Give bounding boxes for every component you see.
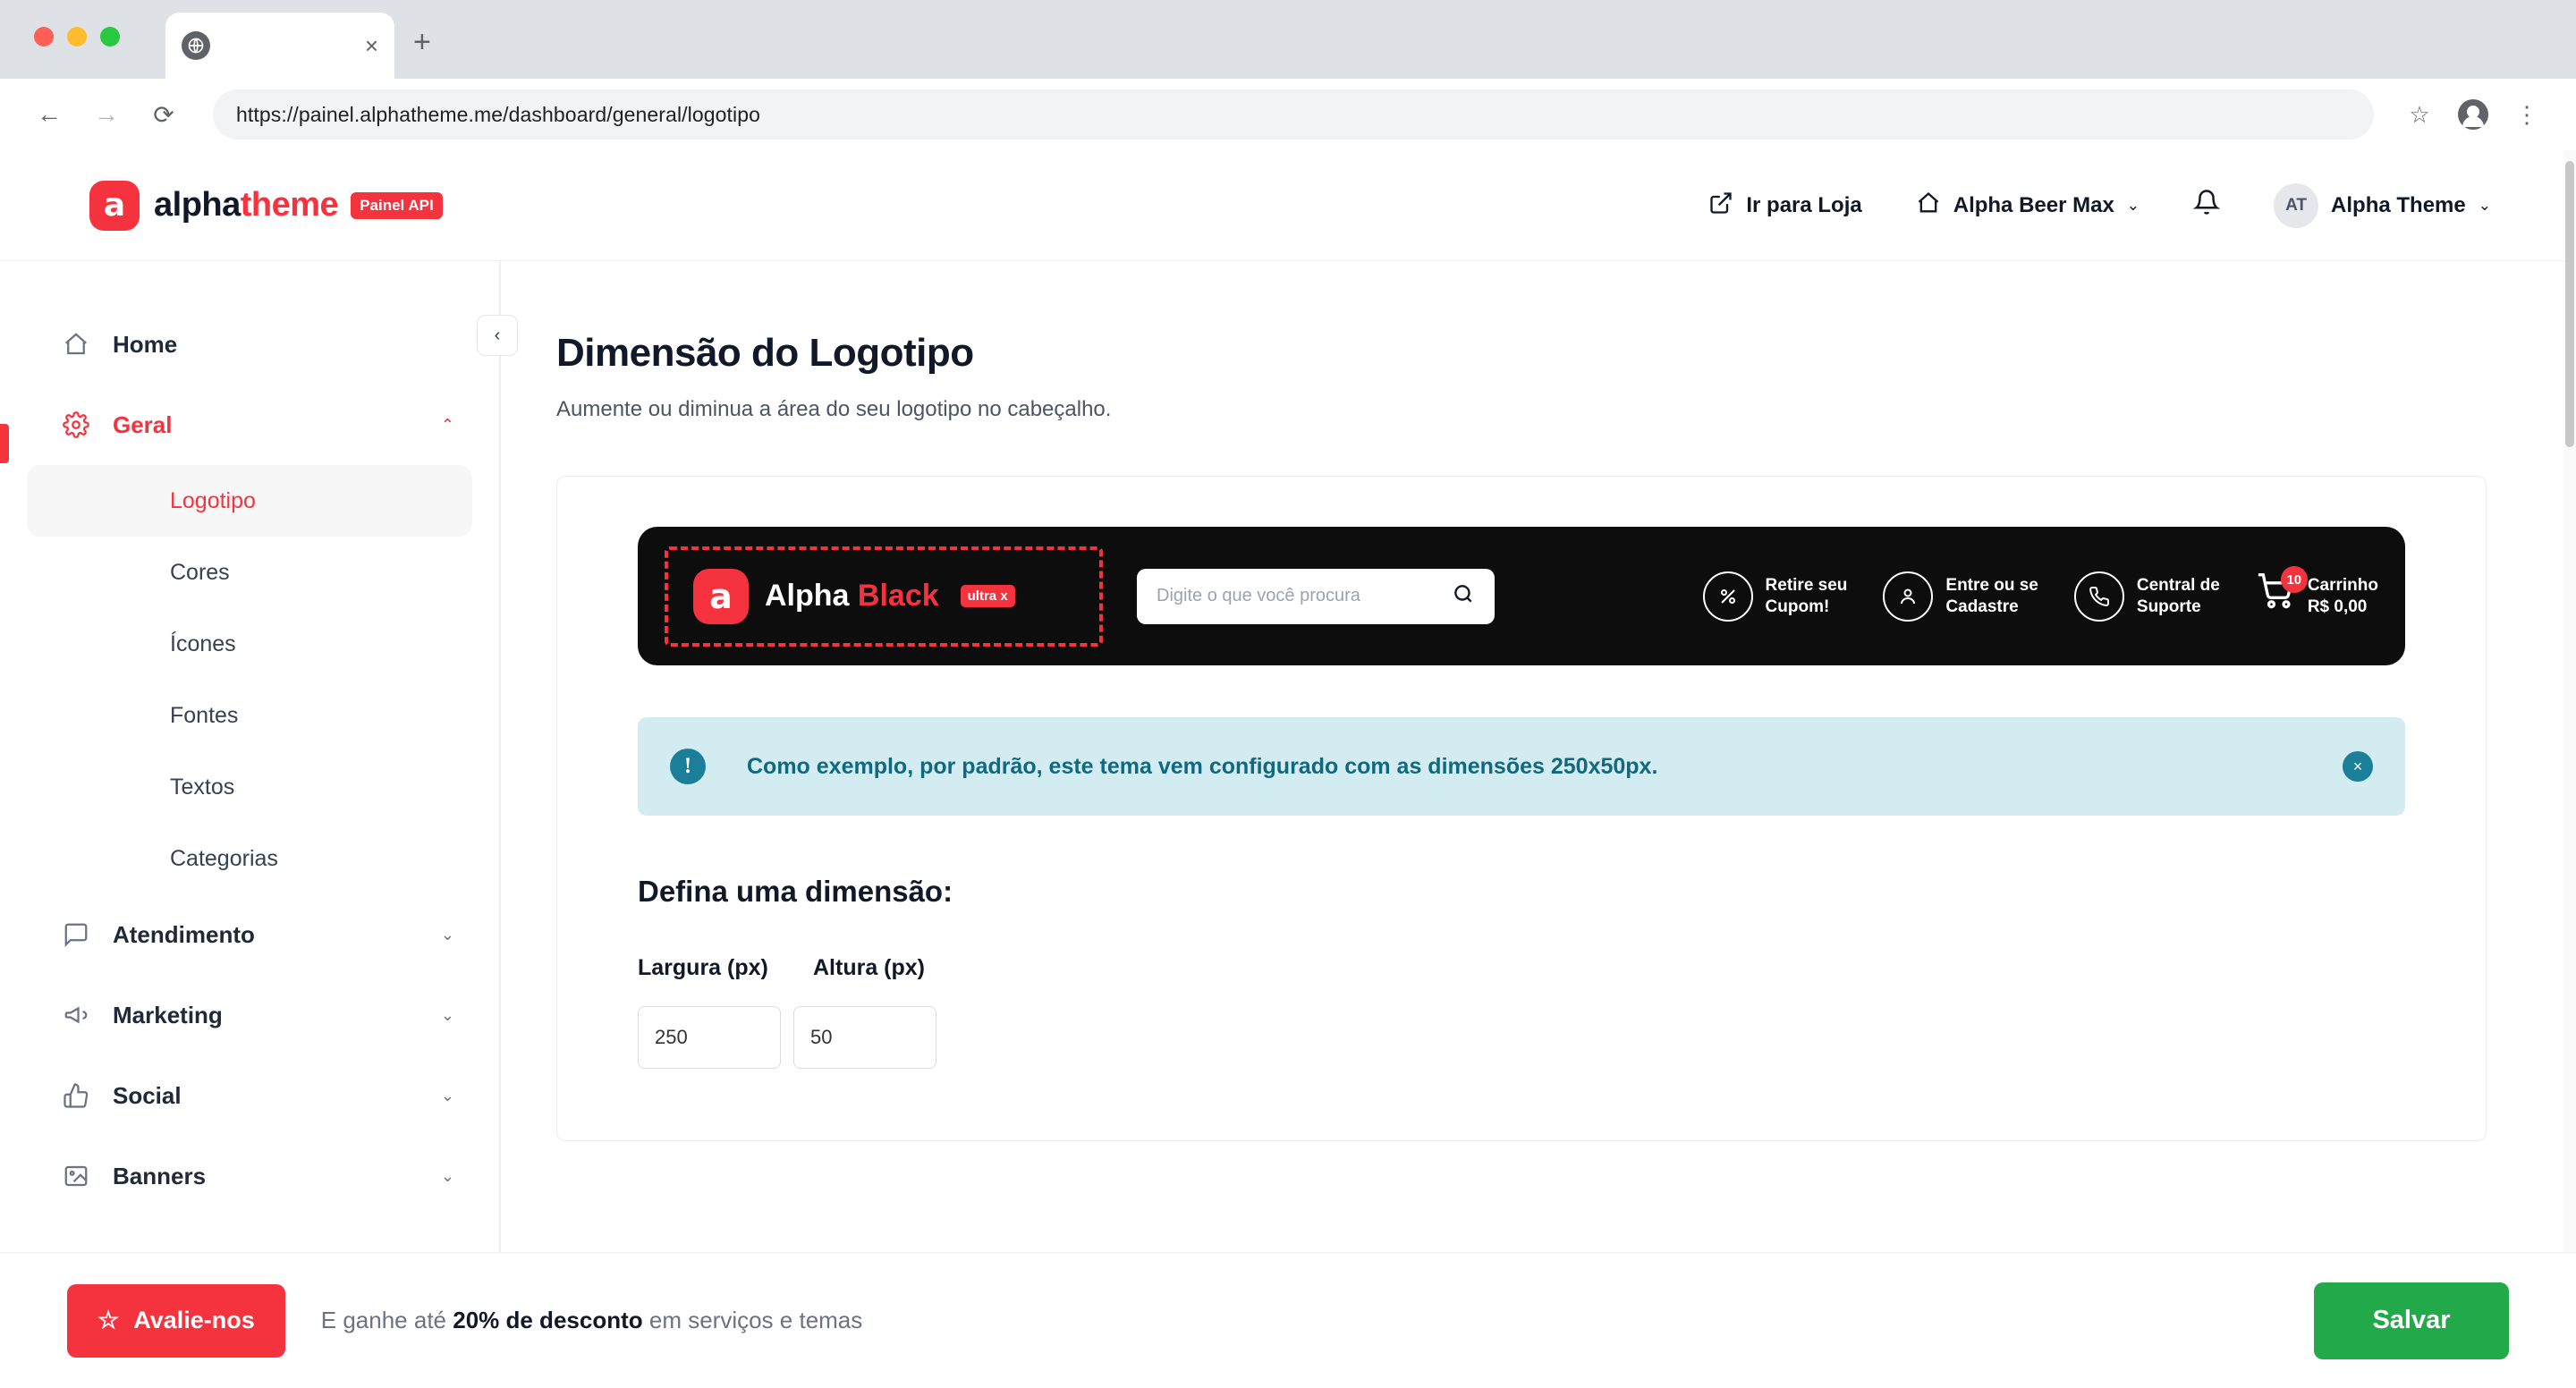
brand-logo-text xyxy=(154,186,338,224)
preview-cart-line1: Carrinho xyxy=(2307,576,2378,596)
browser-toolbar xyxy=(0,79,2576,150)
browser-tab[interactable] xyxy=(165,13,394,79)
close-icon[interactable]: × xyxy=(2343,751,2373,782)
preview-action-line1: Central de xyxy=(2136,576,2220,596)
chat-icon xyxy=(63,921,113,948)
chevron-down-icon: ⌄ xyxy=(440,1005,454,1024)
chevron-down-icon: ⌄ xyxy=(440,1166,454,1185)
preview-search-input[interactable] xyxy=(1137,569,1495,624)
preview-search-placeholder: Digite o que você procura xyxy=(1157,586,1360,605)
notifications-button[interactable] xyxy=(2193,189,2220,222)
window-minimize-button[interactable] xyxy=(67,27,87,47)
brand-name-theme: theme xyxy=(240,186,339,224)
window-close-button[interactable] xyxy=(34,27,54,47)
go-to-store-link[interactable] xyxy=(1708,190,1861,220)
rate-us-label: Avalie-nos xyxy=(133,1307,255,1333)
preview-logo-word-2: Black xyxy=(857,579,939,613)
browser-menu-icon[interactable]: ⋮ xyxy=(2515,100,2538,128)
app-header xyxy=(0,150,2576,261)
app-container xyxy=(0,150,2576,1388)
info-icon: ! xyxy=(670,749,706,784)
promo-text-highlight: 20% de desconto xyxy=(453,1307,643,1333)
address-bar-url: https://painel.alphatheme.me/dashboard/general/logotipo xyxy=(236,102,761,126)
preview-action-line2: Cadastre xyxy=(1945,597,2019,616)
brand-name-alpha: alpha xyxy=(154,186,241,224)
sidebar-subitem-label: Textos xyxy=(170,774,235,800)
store-selector[interactable] xyxy=(1916,190,2140,220)
brand-logo[interactable] xyxy=(89,181,443,231)
preview-action-line2: Suporte xyxy=(2136,597,2201,616)
sidebar-subitem-icones[interactable] xyxy=(0,608,499,680)
sidebar-item-label: Home xyxy=(113,330,178,358)
sidebar-subitem-logotipo[interactable] xyxy=(27,465,472,537)
chevron-up-icon: ⌃ xyxy=(440,415,454,434)
sidebar-item-label: Atendimento xyxy=(113,920,255,948)
chevron-down-icon: ⌄ xyxy=(440,925,454,944)
main-content xyxy=(501,261,2576,1388)
promo-text-suffix: em serviços e temas xyxy=(642,1307,863,1333)
preview-cart-line2: R$ 0,00 xyxy=(2307,597,2368,616)
brand-logo-icon: a xyxy=(89,181,140,231)
height-input[interactable] xyxy=(793,1006,936,1069)
logo-area-highlight[interactable] xyxy=(665,546,1103,647)
app-body xyxy=(0,261,2576,1388)
phone-icon xyxy=(2074,571,2124,622)
star-icon: ☆ xyxy=(97,1307,120,1333)
home-icon xyxy=(1916,190,1941,220)
height-field-label: Altura (px) xyxy=(813,955,925,980)
header-actions xyxy=(1655,183,2491,228)
save-button[interactable]: Salvar xyxy=(2314,1282,2509,1359)
dimension-inputs xyxy=(638,1006,2405,1069)
cart-count-badge: 10 xyxy=(2281,566,2308,593)
reload-icon[interactable]: ⟳ xyxy=(153,100,174,129)
promo-text xyxy=(321,1307,863,1334)
sidebar-subitem-label: Cores xyxy=(170,559,230,585)
section-title: Defina uma dimensão: xyxy=(638,875,953,908)
sidebar-subitem-textos[interactable] xyxy=(0,751,499,823)
preview-logo-text xyxy=(765,579,939,614)
sidebar-item-atendimento[interactable] xyxy=(0,894,499,975)
sidebar-subitem-label: Fontes xyxy=(170,702,239,728)
home-icon xyxy=(63,331,113,358)
preview-action-line1: Entre ou se xyxy=(1945,576,2038,596)
rate-us-button[interactable] xyxy=(67,1284,285,1358)
settings-card xyxy=(556,476,2487,1141)
gear-icon xyxy=(63,411,113,438)
sidebar-item-label: Marketing xyxy=(113,1001,223,1028)
preview-action-support[interactable] xyxy=(2074,571,2220,622)
browser-tabstrip xyxy=(0,0,2576,79)
user-menu[interactable] xyxy=(2274,183,2491,228)
chevron-down-icon: ⌄ xyxy=(440,1086,454,1104)
browser-chrome xyxy=(0,0,2576,150)
page-scrollbar-thumb[interactable] xyxy=(2565,161,2574,447)
percent-icon xyxy=(1703,571,1753,622)
width-field-label: Largura (px) xyxy=(638,955,768,980)
panel-api-badge: Painel API xyxy=(351,192,443,219)
preview-action-text xyxy=(1766,575,1848,616)
preview-action-cupom[interactable] xyxy=(1703,571,1848,622)
sidebar-item-geral[interactable] xyxy=(0,385,499,465)
footer-action-bar xyxy=(0,1252,2576,1388)
info-alert-text: Como exemplo, por padrão, este tema vem configurado com as dimensões 250x50px. xyxy=(747,753,1658,779)
sidebar-item-label: Social xyxy=(113,1081,182,1109)
chevron-down-icon: ⌄ xyxy=(2478,196,2491,214)
user-name: Alpha Theme xyxy=(2331,192,2466,217)
sidebar-item-home[interactable] xyxy=(0,304,499,385)
sidebar-subitem-fontes[interactable] xyxy=(0,680,499,751)
thumbs-up-icon xyxy=(63,1082,113,1109)
store-name: Alpha Beer Max xyxy=(1953,192,2114,217)
close-icon[interactable]: × xyxy=(364,32,378,59)
preview-action-text xyxy=(1945,575,2038,616)
preview-cart[interactable] xyxy=(2256,571,2378,621)
forward-icon[interactable]: → xyxy=(94,100,119,128)
preview-action-line1: Retire seu xyxy=(1765,576,1848,596)
preview-action-account[interactable] xyxy=(1883,571,2038,622)
dimension-field-labels xyxy=(638,955,2405,981)
sidebar-subitem-label: Categorias xyxy=(170,845,278,871)
profile-avatar-icon[interactable] xyxy=(2451,92,2496,137)
user-icon xyxy=(1883,571,1933,622)
sidebar xyxy=(0,261,501,1388)
preview-logo-icon: a xyxy=(693,569,749,624)
preview-logo-word-1: Alpha xyxy=(765,579,850,613)
avatar: AT xyxy=(2274,183,2318,228)
back-icon[interactable]: ← xyxy=(37,100,62,128)
sidebar-subitem-label: Ícones xyxy=(170,631,236,656)
sidebar-collapse-button[interactable]: ‹ xyxy=(477,315,518,356)
promo-text-prefix: E ganhe até xyxy=(320,1307,453,1333)
width-input[interactable] xyxy=(638,1006,781,1069)
sidebar-subitem-label: Logotipo xyxy=(170,487,256,513)
sidebar-item-label: Banners xyxy=(113,1162,207,1189)
image-icon xyxy=(63,1163,113,1189)
sidebar-item-social[interactable] xyxy=(0,1055,499,1136)
sidebar-active-marker xyxy=(0,424,9,463)
bell-icon xyxy=(2193,189,2220,222)
search-icon xyxy=(1452,582,1475,611)
sidebar-subitem-categorias[interactable] xyxy=(0,823,499,894)
preview-logo-badge: ultra x xyxy=(961,585,1015,607)
window-traffic-lights[interactable] xyxy=(34,27,120,47)
sidebar-item-marketing[interactable] xyxy=(0,975,499,1055)
preview-action-line2: Cupom! xyxy=(1765,597,1830,616)
sidebar-subitem-cores[interactable] xyxy=(0,537,499,608)
new-tab-button[interactable]: + xyxy=(413,25,431,59)
info-alert xyxy=(638,717,2405,816)
sidebar-item-banners[interactable] xyxy=(0,1136,499,1216)
chevron-down-icon: ⌄ xyxy=(2126,196,2140,214)
page-subtitle: Aumente ou diminua a área do seu logotipo no cabeçalho. xyxy=(556,397,1112,421)
megaphone-icon xyxy=(63,1002,113,1028)
address-bar[interactable] xyxy=(213,89,2374,140)
preview-header-actions xyxy=(1703,571,2378,622)
store-header-preview xyxy=(638,527,2405,665)
page-title: Dimensão do Logotipo xyxy=(556,331,974,375)
go-to-store-label: Ir para Loja xyxy=(1746,192,1862,217)
preview-action-text xyxy=(2137,575,2220,616)
sidebar-item-label: Geral xyxy=(113,410,173,438)
external-link-icon xyxy=(1708,190,1733,220)
globe-icon xyxy=(182,31,210,60)
window-maximize-button[interactable] xyxy=(100,27,120,47)
preview-cart-text xyxy=(2308,575,2378,616)
bookmark-star-icon[interactable]: ☆ xyxy=(2409,100,2430,128)
